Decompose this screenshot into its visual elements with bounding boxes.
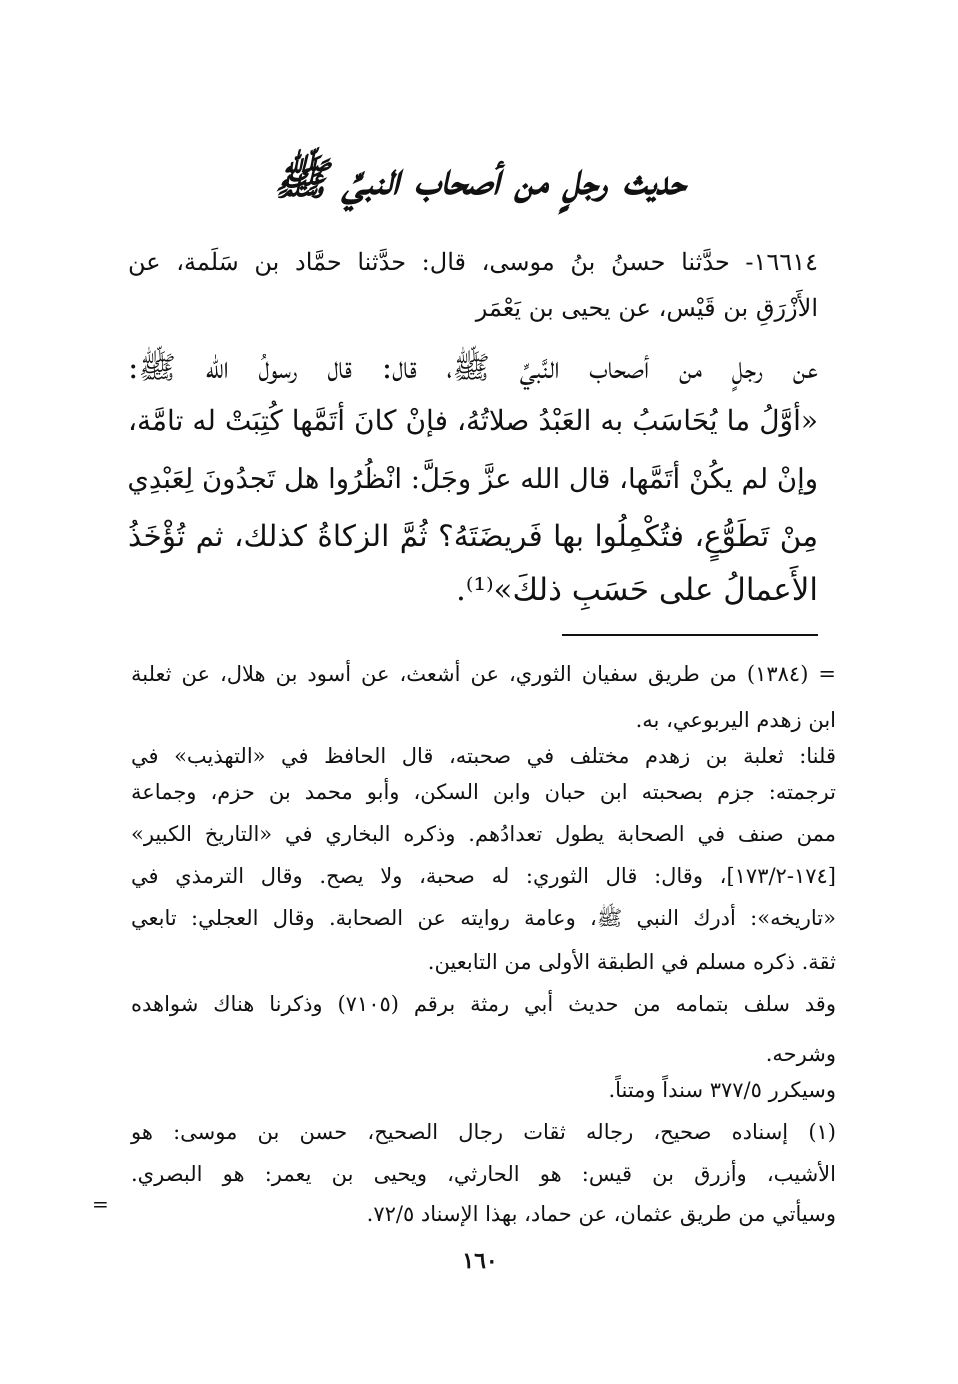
matn-line: «أوَّلُ ما يُحَاسَبُ به العَبْدُ صلاتُهُ، فإنْ كانَ أتَمَّها كُتِبَتْ له تامَّة، — [128, 404, 818, 437]
footnote-line: ممن صنف في الصحابة يطول تعدادُهم. وذكره البخاري في «التاريخ الكبير» — [131, 822, 836, 846]
footnote-line: قلنا: ثعلبة بن زهدم مختلف في صحبته، قال الحافظ في «التهذيب» في — [131, 744, 836, 768]
chapter-heading: حديث رجلٍ من أصحاب النبيِّ ﷺ — [273, 154, 687, 205]
matn-line: مِنْ تَطَوُّعٍ، فتُكْمِلُوا بها فَريضَتَهُ؟ ثُمَّ الزكاةُ كذلك، ثم تُؤْخَذُ — [128, 519, 818, 553]
page-number: ١٦٠ — [462, 1248, 498, 1274]
matn-line: عن رجلٍ من أصحاب النَّبيِّ ﷺ، قال: قال رسولُ الله ﷺ: — [128, 350, 818, 386]
footnote-line: = (١٣٨٤) من طريق سفيان الثوري، عن أشعث، عن أسود بن هلال، عن ثعلبة — [131, 662, 836, 686]
footnote-line: (١) إسناده صحيح، رجاله ثقات رجال الصحيح، حسن بن موسى: هو — [131, 1120, 836, 1144]
continuation-mark: = — [92, 1192, 109, 1216]
footnote-separator — [562, 634, 818, 636]
footnote-line: وشرحه. — [765, 1042, 836, 1066]
footnote-line: ابن زهدم اليربوعي، به. — [635, 708, 836, 732]
matn-line: الأَعمالُ على حَسَبِ ذلكَ»⁽¹⁾. — [456, 572, 818, 608]
footnote-line: «تاريخه»: أدرك النبي ﷺ، وعامة روايته عن الصحابة. وقال العجلي: تابعي — [131, 906, 836, 930]
footnote-line: [١٧٤-١٧٣/٢]، وقال: قال الثوري: له صحبة، ولا يصح. وقال الترمذي في — [131, 864, 836, 888]
footnote-line: وقد سلف بتمامه من حديث أبي رمثة برقم (٧١٠٥) وذكرنا هناك شواهده — [131, 992, 836, 1016]
isnad-line: ١٦٦١٤- حدَّثنا حسنُ بنُ موسى، قال: حدَّثنا حمَّاد بن سَلَمة، عن — [128, 248, 818, 276]
footnote-line: الأشيب، وأزرق بن قيس: هو الحارثي، ويحيى بن يعمر: هو البصري. — [131, 1162, 836, 1186]
footnote-line: ثقة. ذكره مسلم في الطبقة الأولى من التابعين. — [427, 950, 836, 974]
isnad-line: الأَزْرَقِ بن قَيْس، عن يحيى بن يَعْمَر — [475, 294, 818, 322]
footnote-line: ترجمته: جزم بصحبته ابن حبان وابن السكن، وأبو محمد بن حزم، وجماعة — [131, 780, 836, 804]
matn-line: وإنْ لم يكُنْ أتَمَّها، قال الله عزَّ وجَلَّ: انْظُرُوا هل تَجدُونَ لِعَبْدِي — [127, 463, 818, 495]
footnote-line: وسيأتي من طريق عثمان، عن حماد، بهذا الإسناد ٧٢/٥. — [366, 1202, 836, 1226]
footnote-line: وسيكرر ٣٧٧/٥ سنداً ومتناً. — [608, 1078, 836, 1102]
